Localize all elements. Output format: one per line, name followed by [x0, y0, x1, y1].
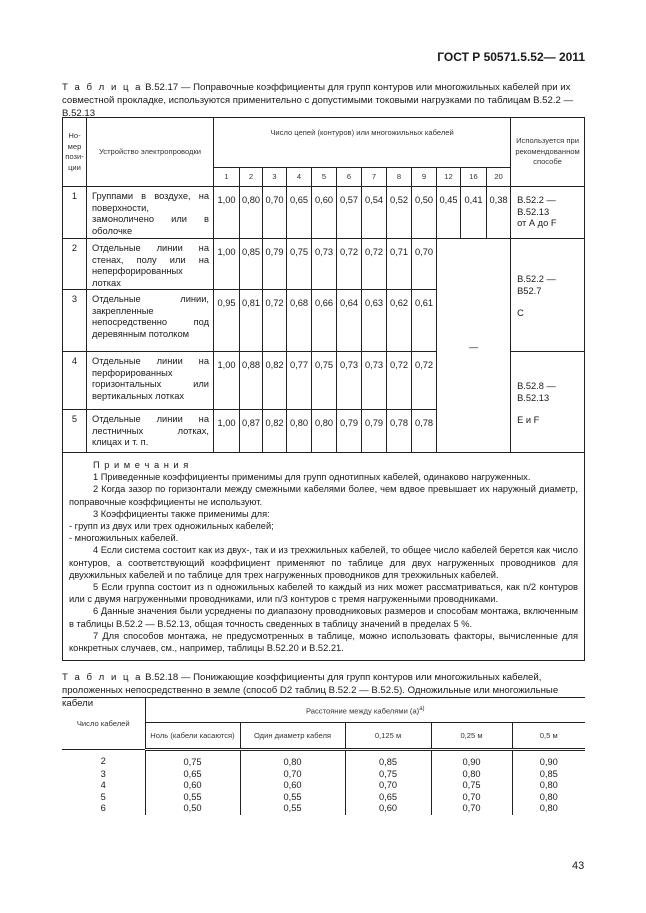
coefficient-cell: 0,41 [461, 187, 487, 239]
coefficient-cell: 0,79 [263, 239, 287, 290]
table-row [62, 792, 585, 804]
coefficient-cell: 0,85 [345, 750, 431, 769]
coefficient-cell: 0,38 [487, 187, 511, 239]
coefficient-cell: 0,50 [412, 187, 437, 239]
device-description: Отдельные линии на стенах, полу или на неперфорированных лотках [87, 239, 214, 290]
header-cable-count: Число кабелей [62, 698, 145, 750]
coefficient-cell: 0,90 [512, 750, 585, 769]
header-position: Но-мер пози-ции [63, 118, 87, 187]
position-number: 1 [63, 187, 87, 239]
coefficient-cell: 0,60 [145, 780, 240, 792]
header-distance-value: Один диаметр кабеля [240, 723, 345, 750]
coefficient-cell: 0,60 [345, 803, 431, 815]
table-row [62, 803, 585, 815]
coefficient-cell: 0,70 [431, 792, 512, 804]
table2-caption-label: Т а б л и ц а [62, 672, 143, 683]
cable-count: 6 [62, 803, 145, 815]
coefficient-cell: 0,80 [287, 410, 312, 453]
coefficient-cell: 0,71 [387, 239, 412, 290]
coefficient-cell: 0,87 [240, 410, 263, 453]
table-row [63, 239, 585, 290]
coefficient-cell: 0,73 [312, 239, 337, 290]
position-number: 5 [63, 410, 87, 453]
coefficient-cell: 0,80 [240, 187, 263, 239]
coefficient-cell: 0,70 [412, 239, 437, 290]
header-distance-value: 0,25 м [431, 723, 512, 750]
note-item: 3 Коэффициенты также применимы для: [93, 508, 270, 519]
coefficient-cell: 0,52 [387, 187, 412, 239]
coefficient-cell: 0,65 [345, 792, 431, 804]
coefficient-cell: 0,57 [337, 187, 362, 239]
header-count-value: 2 [240, 168, 263, 187]
notes-row [63, 453, 585, 661]
used-method-line: В.52.2 — [517, 195, 556, 205]
note-item: 4 Если система состоит как из двух-, так и из трехжильных кабелей, то общее число кабелей берется как число контуров, а соответствующий коэффициент применяют по таблице для двух нагруженных проводников для двухжильных кабелей и по таблице для трех нагруженных проводников для трехжильных кабелей. [69, 545, 578, 580]
coefficient-cell: 0,73 [362, 352, 387, 410]
coefficient-cell: 0,73 [337, 352, 362, 410]
coefficient-cell: 0,70 [345, 780, 431, 792]
coefficient-cell: 0,60 [240, 780, 345, 792]
notes-title: П р и м е ч а н и я [93, 460, 190, 470]
note-item: - многожильных кабелей. [69, 533, 179, 544]
used-method [511, 352, 585, 453]
coefficient-cell: 0,63 [362, 290, 387, 352]
header-count-value: 20 [487, 168, 511, 187]
coefficient-cell: 0,82 [263, 352, 287, 410]
used-method-line [517, 404, 584, 415]
coefficient-cell: 0,80 [512, 803, 585, 815]
device-description: Отдельные линии на лестничных лотках, клицах и т. п. [87, 410, 214, 453]
used-method-line: В.52.8 — [517, 381, 556, 392]
coefficient-cell: 0,61 [412, 290, 437, 352]
coefficient-cell: 0,70 [263, 187, 287, 239]
note-item: 7 Для способов монтажа, не предусмотренных в таблице, можно использовать факторы, вычисленные для конкретных случаев, см., например, таблицы В.52.20 и В.52.21. [69, 630, 578, 654]
table1-caption-label: Т а б л и ц а [62, 82, 143, 93]
coefficient-cell: 0,75 [145, 750, 240, 769]
cable-count: 5 [62, 792, 145, 804]
coefficient-cell: 0,82 [263, 410, 287, 453]
used-method-line: В52.7 [517, 285, 542, 296]
notes-cell [63, 453, 585, 661]
coefficient-cell: 0,65 [287, 187, 312, 239]
header-count-value: 9 [412, 168, 437, 187]
device-description: Группами в воздухе, на поверхности, замоноличено или в оболочке [87, 187, 214, 239]
coefficient-cell: 0,75 [312, 352, 337, 410]
coefficient-cell: 1,00 [214, 352, 240, 410]
coefficient-cell: 0,72 [412, 352, 437, 410]
used-method [511, 187, 585, 239]
coefficient-cell: 0,79 [337, 410, 362, 453]
cable-count: 2 [62, 750, 145, 769]
header-device: Устройство электропроводки [87, 118, 214, 187]
coefficient-cell: 0,70 [240, 769, 345, 781]
coefficient-cell: 0,72 [337, 239, 362, 290]
header-count-value: 7 [362, 168, 387, 187]
table1-caption-text: В.52.17 — Поправочные коэффициенты для групп контуров или многожильных кабелей при их совместной прокладке, используются применительно с допустимыми токовыми нагрузками по таблицам В.52.2 — В.52.13 [62, 82, 574, 119]
used-method-line: В.52.13 [517, 392, 550, 403]
coefficient-cell: 0,75 [345, 769, 431, 781]
coefficient-cell: 0,79 [362, 410, 387, 453]
coefficient-cell: 0,80 [312, 410, 337, 453]
coefficient-cell: 1,00 [214, 187, 240, 239]
header-distance-value: 0,5 м [512, 723, 585, 750]
coefficient-cell: 0,75 [287, 239, 312, 290]
coefficient-cell: 1,00 [214, 239, 240, 290]
header-count-value: 5 [312, 168, 337, 187]
used-method-line: В.52.13 [517, 206, 550, 217]
coefficient-cell: 0,85 [240, 239, 263, 290]
coefficient-cell: 0,95 [214, 290, 240, 352]
coefficient-cell: 0,80 [512, 792, 585, 804]
device-description: Отдельные линии, закрепленные непосредственно под деревянным потолком [87, 290, 214, 352]
coefficient-cell: 0,72 [263, 290, 287, 352]
position-number: 2 [63, 239, 87, 290]
header-distance-text: Расстояние между кабелями (а) [305, 706, 420, 716]
coefficient-cell: 0,77 [287, 352, 312, 410]
coefficient-cell: 0,78 [412, 410, 437, 453]
coefficient-cell: 0,64 [337, 290, 362, 352]
coefficient-cell: 0,45 [437, 187, 461, 239]
note-item: 2 Когда зазор по горизонтали между смежными кабелями более, чем вдвое превышает их наружный диаметр, поправочные коэффициенты не используют. [69, 484, 578, 507]
header-used: Используется при рекомендованном способе [511, 118, 585, 187]
table-row [62, 750, 585, 769]
used-method-line: от А до F [517, 218, 557, 228]
header-count-value: 6 [337, 168, 362, 187]
header-distance-value: Ноль (кабели касаются) [145, 723, 240, 750]
header-count-value: 8 [387, 168, 412, 187]
used-method-line: В.52.2 — [517, 274, 556, 285]
header-distance [145, 698, 585, 723]
used-method-line [517, 297, 584, 308]
document-id: ГОСТ Р 50571.5.52— 2011 [437, 50, 585, 64]
coefficient-cell: 0,72 [362, 239, 387, 290]
coefficient-cell: 0,80 [431, 769, 512, 781]
coefficient-cell: 0,54 [362, 187, 387, 239]
coefficient-cell: 0,81 [240, 290, 263, 352]
coefficient-cell: 0,85 [512, 769, 585, 781]
header-count-value: 1 [214, 168, 240, 187]
note-item: - групп из двух или трех одножильных кабелей; [69, 521, 274, 532]
coefficient-cell: 1,00 [214, 410, 240, 453]
coefficient-cell: 0,70 [431, 803, 512, 815]
footnote-mark: а) [419, 705, 425, 712]
used-method [511, 239, 585, 352]
page-number: 43 [572, 860, 585, 872]
used-method-line: Е и F [517, 415, 540, 426]
coefficient-cell: 0,62 [387, 290, 412, 352]
note-item: 5 Если группа состоит из n одножильных кабелей то каждый из них может рассматриваться, как n/2 контуров или с двумя нагруженными проводниками, или n/3 контуров с тремя нагруженными проводниками. [69, 582, 578, 605]
table2-caption-text: В.52.18 — Понижающие коэффициенты для групп контуров или многожильных кабелей, проложенных непосредственно в земле (способ D2 таблиц В.52.2 — В.52.5). Одножильные или многожильные кабели [62, 672, 559, 709]
table-b52-17 [62, 117, 585, 661]
used-method-line: С [517, 308, 524, 319]
note-item: 6 Данные значения были усреднены по диапазону проводниковых размеров и способам монтажа, включенным в таблицы В.52.2 — В.52.13, общая точность сведенных в таблицу значений в пределах 5 %. [69, 606, 578, 629]
table-row [62, 780, 585, 792]
table-row [63, 187, 585, 239]
position-number: 3 [63, 290, 87, 352]
position-number: 4 [63, 352, 87, 410]
coefficient-cell: 0,55 [240, 792, 345, 804]
table1-caption [62, 81, 586, 120]
coefficient-cell: 0,55 [240, 803, 345, 815]
cable-count: 4 [62, 780, 145, 792]
merged-dash-cell: — [437, 239, 511, 453]
header-distance-value: 0,125 м [345, 723, 431, 750]
coefficient-cell: 0,80 [512, 780, 585, 792]
coefficient-cell: 0,68 [287, 290, 312, 352]
device-description: Отдельные линии на перфорированных горизонтальных или вертикальных лотках [87, 352, 214, 410]
coefficient-cell: 0,80 [240, 750, 345, 769]
coefficient-cell: 0,88 [240, 352, 263, 410]
cable-count: 3 [62, 769, 145, 781]
header-count-value: 4 [287, 168, 312, 187]
coefficient-cell: 0,55 [145, 792, 240, 804]
header-count: Число цепей (контуров) или многожильных кабелей [214, 118, 511, 168]
coefficient-cell: 0,72 [387, 352, 412, 410]
coefficient-cell: 0,65 [145, 769, 240, 781]
header-count-value: 12 [437, 168, 461, 187]
coefficient-cell: 0,60 [312, 187, 337, 239]
coefficient-cell: 0,78 [387, 410, 412, 453]
table-row [62, 769, 585, 781]
coefficient-cell: 0,75 [431, 780, 512, 792]
coefficient-cell: 0,50 [145, 803, 240, 815]
header-count-value: 16 [461, 168, 487, 187]
table-b52-18 [62, 697, 585, 815]
header-count-value: 3 [263, 168, 287, 187]
coefficient-cell: 0,66 [312, 290, 337, 352]
coefficient-cell: 0,90 [431, 750, 512, 769]
note-item: 1 Приведенные коэффициенты применимы для групп однотипных кабелей, одинаково нагруженных. [93, 472, 531, 483]
